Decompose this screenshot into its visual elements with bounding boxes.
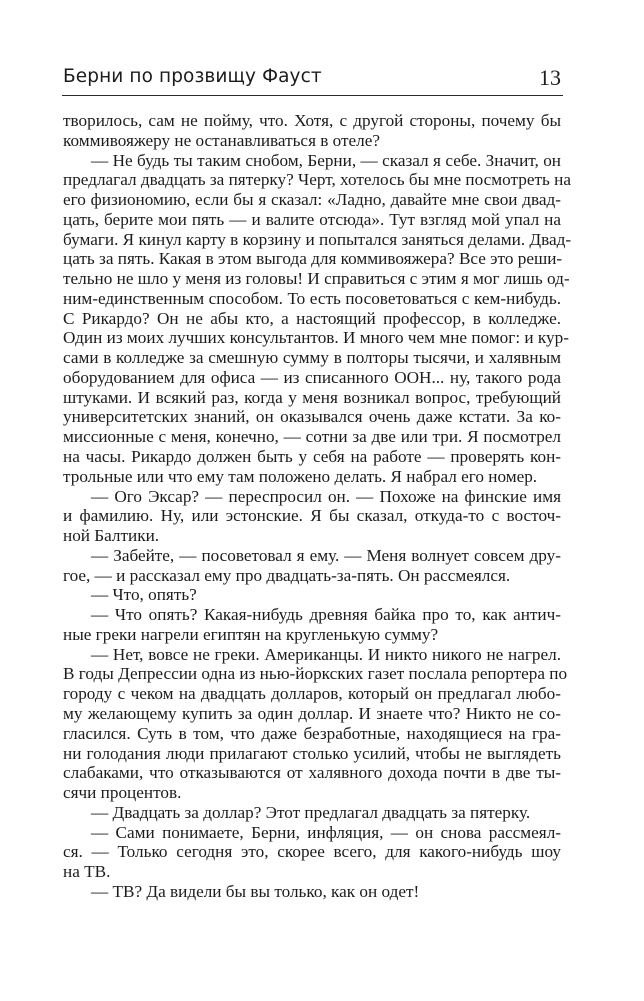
text-line: бумаги. Я кинул карту в корзину и попытался заняться делами. Двад-	[63, 229, 572, 249]
text-line: коммивояжеру не останавливаться в отеле?	[63, 130, 381, 150]
page-header	[62, 64, 563, 96]
text-line: — Не будь ты таким снобом, Берни, — сказал я себе. Значит, он	[91, 150, 561, 170]
text-line: — Сами понимаете, Берни, инфляция, — он снова рассмеял-	[91, 822, 561, 842]
text-line: сами в колледже за смешную сумму в полторы тысячи, и халявным	[63, 348, 561, 368]
text-line: тельно не шло у меня из головы! И справиться с этим я мог лишь од-	[63, 269, 570, 289]
text-line: трольные или что ему там положено делать. Я набрал его номер.	[63, 466, 538, 486]
text-line: слабаками, что отказываются от халявного дохода почти в две ты-	[63, 763, 561, 783]
text-line: предлагал двадцать за пятерку? Черт, хотелось бы мне посмотреть на	[63, 170, 571, 190]
text-line: на часы. Рикардо должен быть у себя на работе — проверять кон-	[63, 447, 561, 467]
text-line: — ТВ? Да видели бы вы только, как он одет!	[91, 881, 420, 901]
text-line: миссионные с меня, конечно, — сотни за две или три. Я посмотрел	[63, 427, 561, 447]
paragraph	[63, 585, 561, 605]
text-line: его физиономию, если бы я сказал: «Ладно, давайте мне свои двад-	[63, 190, 561, 210]
text-line: — Двадцать за доллар? Этот предлагал двадцать за пятерку.	[91, 802, 531, 822]
text-line: сячи процентов.	[63, 783, 182, 803]
paragraph	[63, 111, 561, 151]
text-line: цать за пять. Какая в этом выгода для коммивояжера? Все это реши-	[63, 249, 563, 269]
running-title: Берни по прозвищу Фауст	[63, 66, 322, 87]
text-line: на ТВ.	[63, 862, 111, 882]
body-text	[63, 111, 572, 902]
text-line: творилось, сам не пойму, что. Хотя, с другой стороны, почему бы	[63, 111, 561, 130]
paragraph	[63, 882, 561, 902]
text-line: гое, — и рассказал ему про двадцать-за-пять. Он рассмеялся.	[63, 565, 511, 585]
text-line: ной Балтики.	[63, 526, 160, 546]
text-line: оборудованием для офиса — из списанного ООН... ну, такого рода	[63, 367, 561, 387]
page-number: 13	[539, 65, 561, 90]
paragraph	[63, 644, 568, 803]
text-line: ним-единственным способом. То есть посоветоваться с кем-нибудь.	[63, 288, 561, 308]
text-line: — Что опять? Какая-нибудь древняя байка про то, как антич-	[91, 605, 561, 625]
text-line: В годы Депрессии одна из нью-йоркских газет послала репортера по	[63, 664, 568, 684]
text-line: — Что, опять?	[91, 585, 197, 605]
text-line: гласился. Суть в том, что даже безработные, находящиеся на гра-	[63, 723, 561, 743]
paragraph	[63, 150, 572, 487]
text-line: и фамилию. Ну, или эстонские. Я бы сказал, откуда-то с восточ-	[63, 506, 561, 526]
paragraph	[63, 823, 561, 882]
text-line: С Рикардо? Он не абы кто, а настоящий профессор, в колледже.	[63, 308, 561, 328]
text-line: цать, берите мои пять — и валите отсюда». Тут взгляд мой упал на	[63, 209, 561, 229]
paragraph	[63, 487, 561, 546]
text-line: — Забейте, — посоветовал я ему. — Меня волнует совсем дру-	[91, 545, 561, 565]
text-line: — Нет, вовсе не греки. Американцы. И никто никого не нагрел.	[91, 644, 561, 664]
paragraph	[63, 546, 561, 586]
paragraph	[63, 605, 561, 645]
text-line: Один из моих лучших консультантов. И много чем мне помог: и кур-	[63, 328, 569, 348]
text-line: городу с чеком на двадцать долларов, который он предлагал любо-	[63, 684, 561, 704]
text-line: — Ого Эксар? — переспросил он. — Похоже на финские имя	[91, 486, 561, 506]
text-line: ные греки нагрели египтян на кругленькую сумму?	[63, 624, 439, 644]
text-line: му желающему купить за один доллар. И знаете что? Никто не со-	[63, 703, 561, 723]
text-line: университетских знаний, он оказывался очень даже кстати. За ко-	[63, 407, 561, 427]
text-line: штуками. И всякий раз, когда у меня возникал вопрос, требующий	[63, 387, 561, 407]
text-line: ся. — Только сегодня это, скорее всего, для какого-нибудь шоу	[63, 842, 561, 862]
text-line: ни голодания люди прилагают столько усилий, чтобы не выглядеть	[63, 743, 561, 763]
paragraph	[63, 803, 561, 823]
